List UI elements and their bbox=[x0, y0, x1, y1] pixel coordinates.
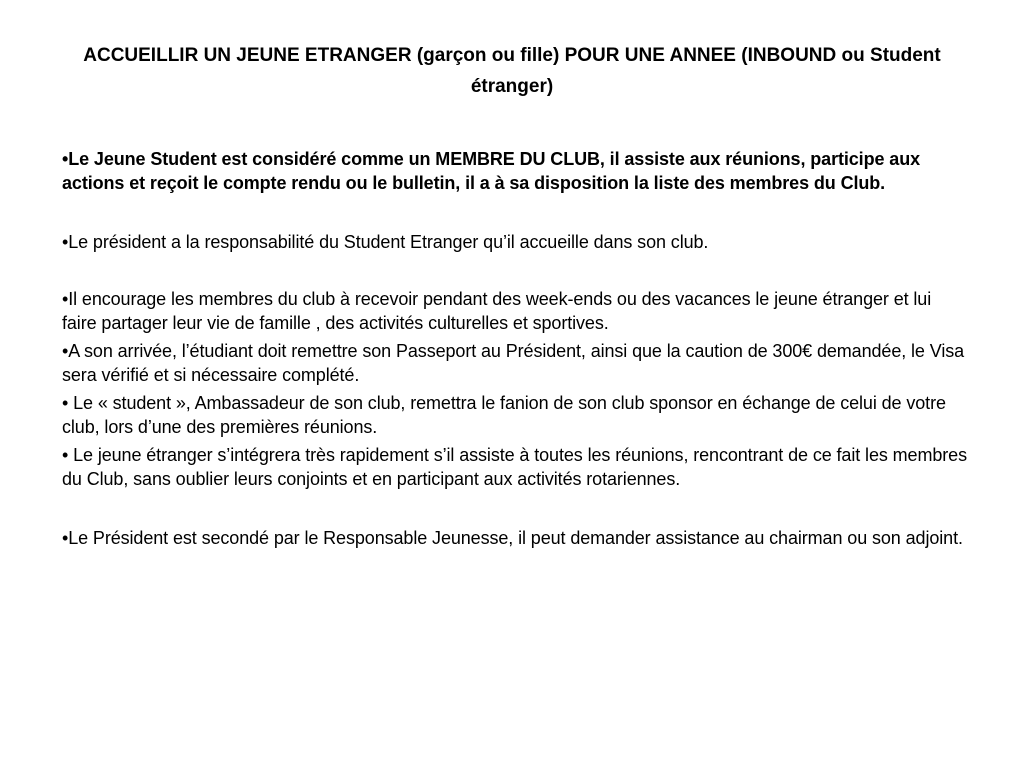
slide-title: ACCUEILLIR UN JEUNE ETRANGER (garçon ou fille) POUR UNE ANNEE (INBOUND ou Student étranger) bbox=[83, 45, 941, 97]
bullet-ambassadeur-fanion: • Le « student », Ambassadeur de son club, remettra le fanion de son club sponsor en échange de celui de votre club, lors d’une des premières réunions. bbox=[62, 393, 946, 437]
slide-body bbox=[62, 147, 968, 550]
bullet-responsable-jeunesse: •Le Président est secondé par le Responsable Jeunesse, il peut demander assistance au chairman ou son adjoint. bbox=[62, 528, 963, 548]
bullet-membre-du-club: •Le Jeune Student est considéré comme un MEMBRE DU CLUB, il assiste aux réunions, participe aux actions et reçoit le compte rendu ou le bulletin, il a à sa disposition la liste des membres du Club. bbox=[62, 149, 921, 193]
bullet-president-responsabilite: •Le président a la responsabilité du Student Etranger qu’il accueille dans son club. bbox=[62, 232, 709, 252]
bullet-arrivee-passeport: •A son arrivée, l’étudiant doit remettre son Passeport au Président, ainsi que la caution de 300€ demandée, le Visa sera vérifié et si nécessaire complété. bbox=[62, 341, 965, 385]
bullet-encourage-membres: •Il encourage les membres du club à recevoir pendant des week-ends ou des vacances le jeune étranger et lui faire partager leur vie de famille , des activités culturelles et sportives. bbox=[62, 289, 932, 333]
bullet-integration-reunions: • Le jeune étranger s’intégrera très rapidement s’il assiste à toutes les réunions, rencontrant de ce fait les membres du Club, sans oublier leurs conjoints et en participant aux activités rotariennes. bbox=[62, 445, 967, 489]
